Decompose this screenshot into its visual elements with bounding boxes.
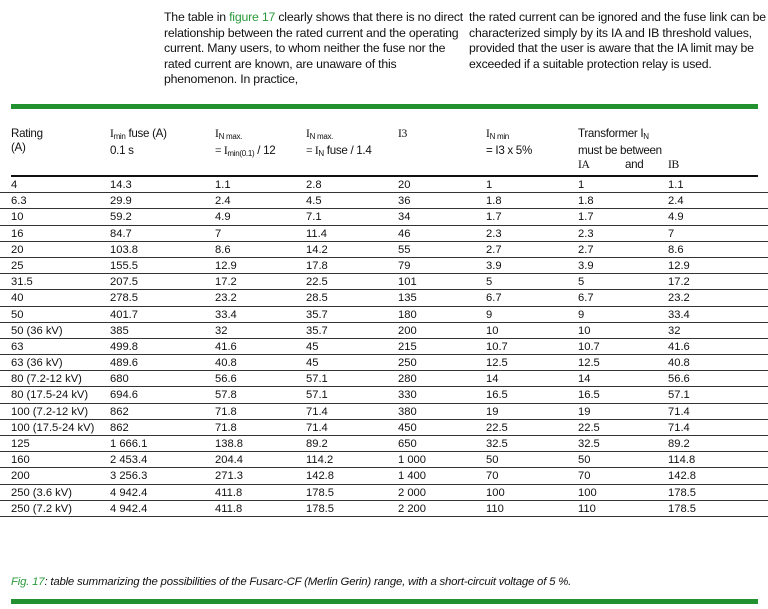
cell-in-min: 1.7 bbox=[486, 211, 502, 224]
table-row bbox=[0, 242, 768, 258]
cell-rating: 40 bbox=[11, 292, 24, 305]
cell-imin: 694.6 bbox=[110, 389, 138, 402]
cell-i3: 650 bbox=[398, 438, 417, 450]
cell-in-min: 110 bbox=[486, 502, 504, 515]
table-row bbox=[0, 258, 768, 274]
cell-in-max-1: 12.9 bbox=[215, 259, 237, 272]
cell-in-max-2: 45 bbox=[306, 340, 319, 353]
cell-in-min: 2.3 bbox=[486, 227, 502, 240]
cell-rating: 80 (7.2-12 kV) bbox=[11, 373, 82, 386]
cell-rating: 125 bbox=[11, 438, 30, 450]
figure-link[interactable]: figure 17 bbox=[229, 10, 276, 24]
table-row bbox=[0, 177, 768, 193]
cell-rating: 63 bbox=[11, 340, 24, 353]
cell-in-max-1: 1.1 bbox=[215, 179, 231, 191]
cell-i3: 55 bbox=[398, 243, 411, 256]
cell-in-max-2: 11.4 bbox=[306, 227, 327, 240]
cell-ib: 89.2 bbox=[668, 438, 690, 450]
table-row bbox=[0, 436, 768, 452]
cell-ib: 178.5 bbox=[668, 486, 696, 499]
cell-ib: 71.4 bbox=[668, 421, 690, 434]
cell-imin: 3 256.3 bbox=[110, 470, 148, 483]
header-in-max-1: $I_{N max.}$ = $I_{min(0.1)} / 12$ bbox=[215, 127, 276, 158]
cell-ia: 1 bbox=[578, 179, 585, 191]
cell-rating: 100 (7.2-12 kV) bbox=[11, 405, 89, 418]
cell-in-max-2: 14.2 bbox=[306, 243, 328, 256]
cell-in-min: 50 bbox=[486, 454, 499, 467]
cell-ia: 9 bbox=[578, 308, 585, 321]
cell-in-min: 10.7 bbox=[486, 340, 508, 353]
intro-column-2: the rated current can be ignored and the fuse link can be characterized simply by its IA and IB threshold values, provided that the user is aware that the IA limit may be exceeded if a suitable protection relay is used. bbox=[469, 10, 766, 71]
cell-ia: 12.5 bbox=[578, 357, 600, 370]
cell-in-max-1: 56.6 bbox=[215, 373, 237, 386]
cell-ib: 12.9 bbox=[668, 259, 690, 272]
cell-ib: 41.6 bbox=[668, 340, 690, 353]
cell-imin: 155.5 bbox=[110, 259, 138, 272]
cell-i3: 330 bbox=[398, 389, 417, 402]
cell-in-max-1: 7 bbox=[215, 227, 222, 240]
cell-ib: 7 bbox=[668, 227, 675, 240]
table-row bbox=[0, 193, 768, 209]
cell-ib: 71.4 bbox=[668, 405, 690, 418]
cell-imin: 59.2 bbox=[110, 211, 132, 224]
cell-in-min: 22.5 bbox=[486, 421, 508, 434]
cell-i3: 135 bbox=[398, 292, 417, 305]
cell-in-max-2: 89.2 bbox=[306, 438, 328, 450]
cell-ia: 14 bbox=[578, 373, 591, 386]
table-row bbox=[0, 371, 768, 387]
table-row bbox=[0, 468, 768, 484]
cell-i3: 450 bbox=[398, 421, 417, 434]
cell-ia: 1.7 bbox=[578, 211, 594, 224]
cell-imin: 489.6 bbox=[110, 357, 138, 370]
cell-imin: 4 942.4 bbox=[110, 486, 148, 499]
cell-in-min: 16.5 bbox=[486, 389, 508, 402]
cell-imin: 499.8 bbox=[110, 340, 138, 353]
header-ib: IB bbox=[668, 158, 679, 171]
cell-ia: 10.7 bbox=[578, 340, 600, 353]
cell-in-min: 12.5 bbox=[486, 357, 508, 370]
cell-imin: 84.7 bbox=[110, 227, 132, 240]
cell-in-min: 19 bbox=[486, 405, 499, 418]
cell-imin: 278.5 bbox=[110, 292, 138, 305]
cell-ia: 50 bbox=[578, 454, 591, 467]
table-row bbox=[0, 355, 768, 371]
cell-in-max-2: 178.5 bbox=[306, 502, 334, 515]
cell-ia: 19 bbox=[578, 405, 591, 418]
cell-i3: 34 bbox=[398, 211, 411, 224]
cell-ia: 3.9 bbox=[578, 259, 594, 272]
header-i3: I3 bbox=[398, 127, 408, 140]
cell-i3: 1 400 bbox=[398, 470, 426, 483]
cell-in-max-1: 138.8 bbox=[215, 438, 243, 450]
cell-ib: 57.1 bbox=[668, 389, 690, 402]
cell-in-max-1: 32 bbox=[215, 324, 228, 337]
table-row bbox=[0, 209, 768, 225]
cell-in-max-1: 33.4 bbox=[215, 308, 237, 321]
header-in-max-2: $I_{N max.}$ = $I_N$ fuse / 1.4 bbox=[306, 127, 372, 158]
cell-ib: 1.1 bbox=[668, 179, 684, 191]
cell-ib: 17.2 bbox=[668, 276, 690, 289]
cell-in-max-2: 35.7 bbox=[306, 324, 328, 337]
cell-ib: 142.8 bbox=[668, 470, 696, 483]
cell-i3: 36 bbox=[398, 195, 411, 208]
cell-rating: 16 bbox=[11, 227, 24, 240]
cell-rating: 250 (7.2 kV) bbox=[11, 502, 72, 515]
cell-in-max-2: 4.5 bbox=[306, 195, 322, 208]
cell-in-min: 9 bbox=[486, 308, 493, 321]
cell-imin: 4 942.4 bbox=[110, 502, 148, 515]
cell-rating: 25 bbox=[11, 259, 24, 272]
cell-rating: 100 (17.5-24 kV) bbox=[11, 421, 95, 434]
table-row bbox=[0, 339, 768, 355]
header-imin-fuse: $I_{min}$ fuse (A) 0.1 s bbox=[110, 127, 167, 157]
cell-imin: 207.5 bbox=[110, 276, 138, 289]
cell-in-max-2: 57.1 bbox=[306, 389, 328, 402]
cell-in-max-2: 7.1 bbox=[306, 211, 322, 224]
header-in-min: $I_{N min}$ = I3 x 5% bbox=[486, 127, 532, 157]
cell-imin: 385 bbox=[110, 324, 129, 337]
cell-imin: 862 bbox=[110, 405, 129, 418]
cell-i3: 2 200 bbox=[398, 502, 426, 515]
cell-in-min: 6.7 bbox=[486, 292, 502, 305]
cell-imin: 14.3 bbox=[110, 179, 132, 191]
cell-rating: 10 bbox=[11, 211, 24, 224]
cell-in-min: 1.8 bbox=[486, 195, 502, 208]
header-rating: Rating (A) bbox=[11, 127, 43, 154]
cell-i3: 280 bbox=[398, 373, 417, 386]
cell-in-min: 100 bbox=[486, 486, 505, 499]
cell-rating: 6.3 bbox=[11, 195, 27, 208]
cell-in-max-1: 23.2 bbox=[215, 292, 237, 305]
cell-ib: 40.8 bbox=[668, 357, 690, 370]
top-green-rule bbox=[11, 104, 758, 109]
table-row bbox=[0, 290, 768, 306]
cell-i3: 20 bbox=[398, 179, 411, 191]
cell-rating: 50 bbox=[11, 308, 24, 321]
cell-ia: 2.3 bbox=[578, 227, 594, 240]
bottom-green-rule bbox=[11, 599, 758, 604]
cell-in-min: 70 bbox=[486, 470, 499, 483]
cell-imin: 1 666.1 bbox=[110, 438, 148, 450]
cell-ia: 1.8 bbox=[578, 195, 594, 208]
cell-imin: 103.8 bbox=[110, 243, 138, 256]
table-body bbox=[0, 177, 768, 517]
cell-i3: 79 bbox=[398, 259, 411, 272]
header-transformer: Transformer $I_N$ must be between IA and IB bbox=[578, 127, 679, 171]
table-row bbox=[0, 226, 768, 242]
cell-i3: 250 bbox=[398, 357, 417, 370]
cell-i3: 215 bbox=[398, 340, 417, 353]
cell-rating: 50 (36 kV) bbox=[11, 324, 63, 337]
cell-ib: 4.9 bbox=[668, 211, 684, 224]
table-row bbox=[0, 420, 768, 436]
cell-in-max-2: 35.7 bbox=[306, 308, 328, 321]
table-row bbox=[0, 452, 768, 468]
cell-ib: 56.6 bbox=[668, 373, 690, 386]
cell-ib: 114.8 bbox=[668, 454, 696, 467]
cell-in-max-2: 22.5 bbox=[306, 276, 328, 289]
cell-imin: 2 453.4 bbox=[110, 454, 148, 467]
cell-in-min: 3.9 bbox=[486, 259, 502, 272]
cell-in-max-1: 271.3 bbox=[215, 470, 243, 483]
cell-rating: 200 bbox=[11, 470, 30, 483]
cell-ia: 70 bbox=[578, 470, 591, 483]
cell-in-max-2: 45 bbox=[306, 357, 319, 370]
cell-in-max-2: 17.8 bbox=[306, 259, 328, 272]
cell-rating: 20 bbox=[11, 243, 24, 256]
cell-in-min: 14 bbox=[486, 373, 499, 386]
cell-imin: 680 bbox=[110, 373, 129, 386]
cell-ia: 16.5 bbox=[578, 389, 600, 402]
cell-in-max-1: 204.4 bbox=[215, 454, 243, 467]
cell-in-min: 5 bbox=[486, 276, 493, 289]
cell-in-max-2: 57.1 bbox=[306, 373, 328, 386]
cell-in-max-1: 2.4 bbox=[215, 195, 231, 208]
cell-in-max-2: 2.8 bbox=[306, 179, 322, 191]
cell-rating: 160 bbox=[11, 454, 30, 467]
cell-i3: 1 000 bbox=[398, 454, 426, 467]
cell-ib: 33.4 bbox=[668, 308, 690, 321]
cell-in-max-1: 57.8 bbox=[215, 389, 237, 402]
cell-ia: 10 bbox=[578, 324, 591, 337]
cell-in-max-2: 71.4 bbox=[306, 405, 328, 418]
cell-ib: 178.5 bbox=[668, 502, 696, 515]
cell-ia: 110 bbox=[578, 502, 596, 515]
cell-i3: 2 000 bbox=[398, 486, 426, 499]
cell-in-max-1: 411.8 bbox=[215, 486, 243, 499]
cell-i3: 380 bbox=[398, 405, 417, 418]
cell-ib: 23.2 bbox=[668, 292, 690, 305]
table-row bbox=[0, 501, 768, 517]
cell-in-min: 2.7 bbox=[486, 243, 502, 256]
cell-in-max-2: 178.5 bbox=[306, 486, 334, 499]
cell-ia: 2.7 bbox=[578, 243, 594, 256]
cell-in-max-1: 4.9 bbox=[215, 211, 231, 224]
header-ia: IA bbox=[578, 158, 590, 171]
cell-in-max-1: 71.8 bbox=[215, 421, 237, 434]
cell-rating: 4 bbox=[11, 179, 18, 191]
cell-rating: 31.5 bbox=[11, 276, 33, 289]
table-row bbox=[0, 404, 768, 420]
table-row bbox=[0, 387, 768, 403]
cell-i3: 101 bbox=[398, 276, 417, 289]
cell-imin: 862 bbox=[110, 421, 129, 434]
cell-in-max-1: 40.8 bbox=[215, 357, 237, 370]
cell-i3: 200 bbox=[398, 324, 417, 337]
cell-in-min: 32.5 bbox=[486, 438, 508, 450]
table-row bbox=[0, 485, 768, 501]
cell-in-max-2: 114.2 bbox=[306, 454, 334, 467]
cell-ib: 2.4 bbox=[668, 195, 684, 208]
cell-ia: 32.5 bbox=[578, 438, 600, 450]
cell-rating: 80 (17.5-24 kV) bbox=[11, 389, 89, 402]
cell-in-max-1: 71.8 bbox=[215, 405, 237, 418]
cell-i3: 180 bbox=[398, 308, 417, 321]
cell-in-max-2: 142.8 bbox=[306, 470, 334, 483]
figure-caption: Fig. 17: table summarizing the possibilities of the Fusarc-CF (Merlin Gerin) range, with a short-circuit voltage of 5 %. bbox=[11, 576, 572, 588]
cell-ia: 22.5 bbox=[578, 421, 600, 434]
cell-ib: 32 bbox=[668, 324, 681, 337]
cell-rating: 63 (36 kV) bbox=[11, 357, 63, 370]
intro-column-1: The table in figure 17 clearly shows that there is no direct relationship between the rated current and the operating current. Many users, to whom neither the fuse nor the rated current are known, are unaware of this phenomenon. In practice, bbox=[164, 10, 464, 87]
cell-in-min: 1 bbox=[486, 179, 493, 191]
cell-ia: 6.7 bbox=[578, 292, 594, 305]
cell-rating: 250 (3.6 kV) bbox=[11, 486, 72, 499]
cell-in-max-2: 28.5 bbox=[306, 292, 328, 305]
cell-imin: 401.7 bbox=[110, 308, 138, 321]
cell-in-max-1: 41.6 bbox=[215, 340, 237, 353]
table-row bbox=[0, 274, 768, 290]
table-row bbox=[0, 323, 768, 339]
cell-imin: 29.9 bbox=[110, 195, 132, 208]
table-row bbox=[0, 307, 768, 323]
cell-in-max-2: 71.4 bbox=[306, 421, 328, 434]
cell-ib: 8.6 bbox=[668, 243, 684, 256]
cell-ia: 100 bbox=[578, 486, 597, 499]
cell-in-max-1: 411.8 bbox=[215, 502, 243, 515]
cell-i3: 46 bbox=[398, 227, 411, 240]
cell-in-max-1: 17.2 bbox=[215, 276, 237, 289]
cell-ia: 5 bbox=[578, 276, 585, 289]
cell-in-max-1: 8.6 bbox=[215, 243, 231, 256]
cell-in-min: 10 bbox=[486, 324, 499, 337]
